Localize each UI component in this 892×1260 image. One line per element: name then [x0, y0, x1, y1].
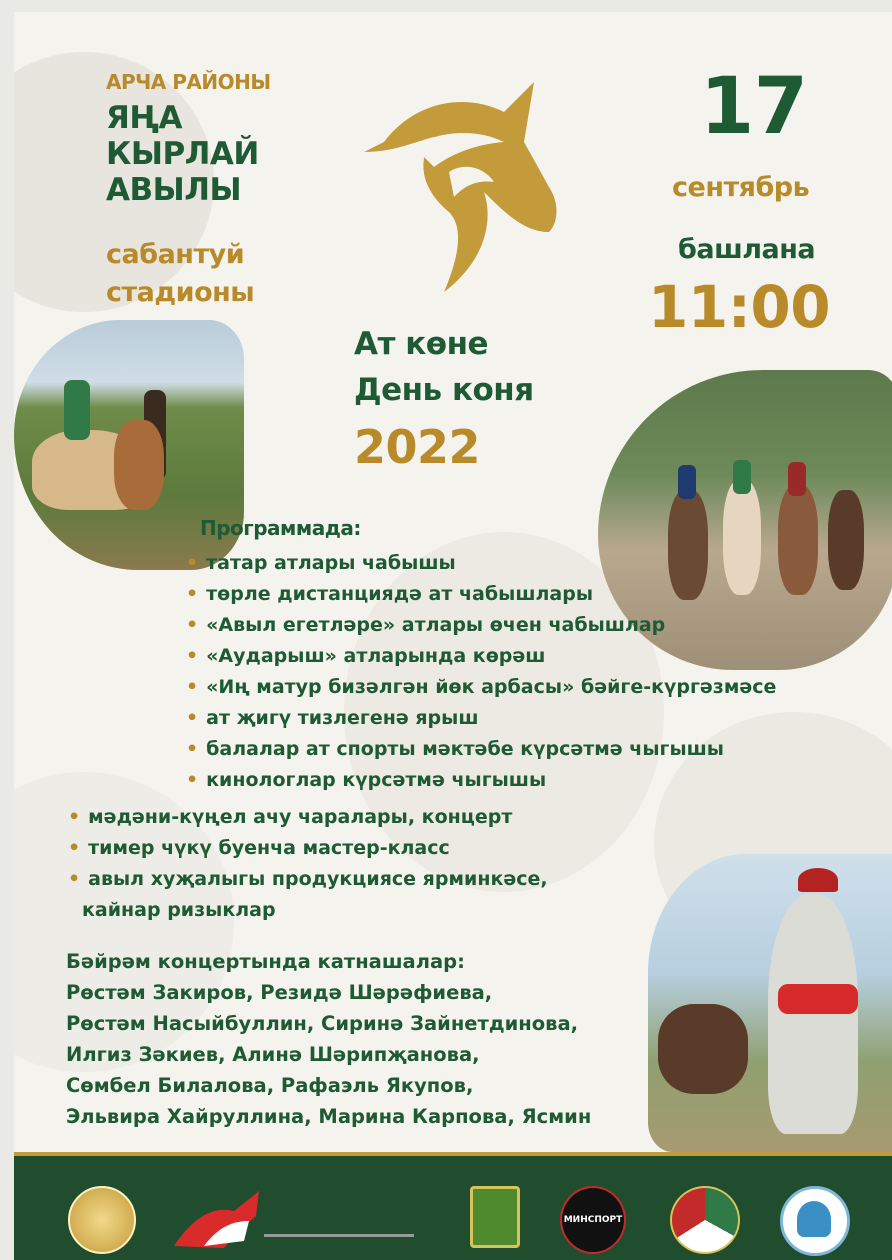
- district-label: АРЧА РАЙОНЫ: [106, 70, 271, 94]
- district-coat-of-arms-icon: [470, 1186, 520, 1248]
- list-item-text: авыл хуҗалыгы продукциясе ярминкәсе,: [88, 868, 548, 890]
- bullet-dot-icon: •: [68, 837, 81, 859]
- list-item: [186, 641, 776, 672]
- venue-name: [106, 236, 254, 312]
- program-extra-list: [68, 802, 548, 926]
- veterinary-emblem-icon: [670, 1186, 740, 1254]
- bullet-dot-icon: •: [186, 676, 199, 698]
- bullet-dot-icon: •: [186, 769, 199, 791]
- venue-line: сабантуй: [106, 239, 245, 270]
- list-item: [186, 672, 776, 703]
- event-month: сентябрь: [672, 172, 810, 203]
- performers-section: [66, 946, 591, 1132]
- list-item: [68, 864, 548, 895]
- list-item-text: кинологлар күрсәтмә чыгышы: [206, 769, 547, 791]
- list-item: [68, 833, 548, 864]
- bullet-dot-icon: •: [186, 614, 199, 636]
- list-item-text: кайнар ризыклар: [82, 899, 276, 921]
- list-item: [186, 548, 776, 579]
- bullet-dot-icon: •: [186, 552, 199, 574]
- bullet-dot-icon: •: [186, 645, 199, 667]
- list-item-text: «Иң матур бизәлгән йөк арбасы» бәйге-күргәзмәсе: [206, 676, 777, 698]
- performers-heading: Бәйрәм концертында катнашалар:: [66, 950, 465, 973]
- village-name: [106, 100, 259, 208]
- minsport-logo-icon: [560, 1186, 626, 1254]
- event-poster: [14, 12, 892, 1260]
- culture-logo-icon: [780, 1186, 850, 1256]
- minsport-logo-text: МИНСПОРТ: [563, 1215, 623, 1225]
- start-label: башлана: [678, 234, 816, 265]
- bullet-dot-icon: •: [68, 806, 81, 828]
- bullet-dot-icon: •: [186, 583, 199, 605]
- bullet-dot-icon: •: [186, 738, 199, 760]
- ministry-agriculture-logo-icon: [68, 1186, 136, 1254]
- performer-line: Рөстәм Насыйбуллин, Сиринә Зайнетдинова,: [66, 1012, 579, 1035]
- program-list: [186, 548, 776, 796]
- list-item-text: балалар ат спорты мәктәбе күрсәтмә чыгышы: [206, 738, 724, 760]
- program-heading: Программада:: [200, 516, 361, 540]
- list-item: [186, 734, 776, 765]
- start-time: 11:00: [648, 273, 831, 341]
- performer-line: Сөмбел Билалова, Рафаэль Якупов,: [66, 1074, 474, 1097]
- performer-line: Эльвира Хайруллина, Марина Карпова, Ясмин: [66, 1105, 592, 1128]
- list-item: [68, 802, 548, 833]
- photo-decorated-horse: [648, 854, 892, 1152]
- bullet-dot-icon: •: [68, 868, 81, 890]
- list-item-text: тимер чүкү буенча мастер-класс: [88, 837, 450, 859]
- list-item-text: «Аударыш» атларында көрәш: [206, 645, 546, 667]
- venue-line: стадионы: [106, 277, 255, 308]
- list-item: [186, 579, 776, 610]
- list-item: [186, 765, 776, 796]
- event-day: 17: [700, 62, 808, 152]
- performer-line: Илгиз Зәкиев, Алинә Шәрипҗанова,: [66, 1043, 480, 1066]
- list-item-text: мәдәни-күңел ачу чаралары, концерт: [88, 806, 513, 828]
- list-item-text: «Авыл егетләре» атлары өчен чабышлар: [206, 614, 666, 636]
- horse-head-icon: [354, 72, 564, 312]
- performer-line: Рөстәм Закиров, Резидә Шәрәфиева,: [66, 981, 493, 1004]
- list-item-text: ат җигү тизлегенә ярыш: [206, 707, 479, 729]
- list-item: [186, 703, 776, 734]
- village-line: КЫРЛАЙ: [106, 136, 259, 172]
- event-year: 2022: [354, 420, 481, 474]
- village-line: ЯҢА: [106, 100, 182, 136]
- event-title-russian: День коня: [354, 372, 534, 408]
- horse-federation-logo-icon: [164, 1186, 424, 1250]
- list-item: [186, 610, 776, 641]
- bullet-dot-icon: •: [186, 707, 199, 729]
- list-item-text: төрле дистанциядә ат чабышлары: [206, 583, 594, 605]
- event-title-tatar: Ат көне: [354, 326, 489, 362]
- list-item-text: татар атлары чабышы: [206, 552, 456, 574]
- village-line: АВЫЛЫ: [106, 172, 242, 208]
- list-item: [68, 895, 548, 926]
- sponsor-footer: [14, 1152, 892, 1260]
